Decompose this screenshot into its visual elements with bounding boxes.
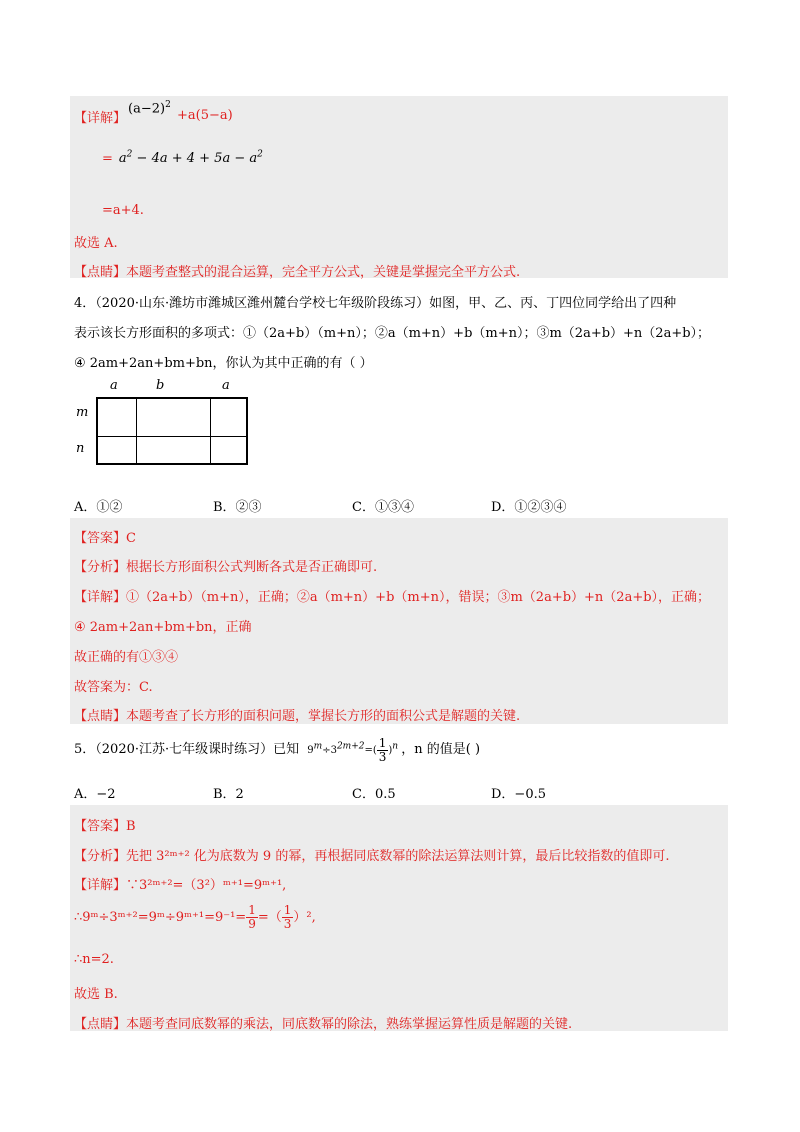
- q4-comment: 【点睛】本题考查了长方形的面积问题，掌握长方形的面积公式是解题的关键.: [74, 709, 521, 724]
- q3-comment-text: 本题考查整式的混合运算，完全平方公式，关键是掌握完全平方公式.: [126, 265, 521, 280]
- fraction-one-ninth: $\frac{1}{9}$: [248, 903, 256, 931]
- q3-line1-exp: 2: [165, 100, 171, 110]
- figure-label-a2: a: [222, 378, 230, 393]
- q4-option-d: D．①②③④: [491, 500, 567, 515]
- q4-option-a: A．①②: [74, 500, 123, 515]
- q4-stem-line1: 4．（2020·山东·潍坊市潍城区潍州麓台学校七年级阶段练习）如图，甲、乙、丙、丁四位同学给出了四种: [74, 296, 677, 311]
- q5-detail-tag: 【详解】: [74, 878, 127, 893]
- q5-option-b: B．2: [213, 787, 244, 802]
- q5-detail-line4: 故选 B.: [74, 987, 118, 1002]
- q4-option-c: C．①③④: [352, 500, 414, 515]
- q5-stem-prefix: 5．（2020·江苏·七年级课时练习）已知: [74, 742, 300, 757]
- figure-divider-2: [210, 399, 211, 463]
- q5-stem-suffix: ，n 的值是( ): [401, 742, 481, 757]
- q4-answer: 【答案】C: [74, 531, 136, 546]
- q5-option-a: A．−2: [74, 787, 116, 802]
- figure-label-n: n: [76, 441, 85, 456]
- q4-analysis: 【分析】根据长方形面积公式判断各式是否正确即可.: [74, 560, 378, 575]
- figure-label-m: m: [76, 405, 89, 420]
- q4-option-b: B．②③: [213, 500, 262, 515]
- q5-formula: 9m÷32m+2=( $\frac{1}{3}$ )n: [307, 736, 399, 764]
- q3-detail-line1: [128, 100, 171, 116]
- q4-detail-line3: 故正确的有①③④: [74, 650, 179, 665]
- q4-detail-line4: 故答案为：C.: [74, 680, 153, 695]
- q3-line1-expr: (a−2): [128, 101, 166, 117]
- figure-label-b: b: [156, 378, 165, 393]
- q5-detail-line2: ∴9ᵐ÷3ᵐ⁺²=9ᵐ÷9ᵐ⁺¹=9⁻¹= $\frac{1}{9}$ =（ $\frac{1}{3}$ ）²,: [74, 903, 316, 931]
- q5-comment: 【点睛】本题考查同底数幂的乘法，同底数幂的除法，熟练掌握运算性质是解题的关键.: [74, 1017, 573, 1032]
- q3-line1-rest: +a(5−a): [177, 108, 233, 123]
- q5-option-c: C．0.5: [352, 787, 396, 802]
- q3-comment: [74, 261, 520, 280]
- q5-option-d: D．−0.5: [491, 787, 546, 802]
- q3-choose: 故选 A.: [74, 236, 118, 251]
- q4-stem-line2: 表示该长方形面积的多项式：①（2a+b）（m+n）；②a（m+n）+b（m+n）；③m（2a+b）+n（2a+b）；: [74, 326, 711, 341]
- q4-detail-line2: ④ 2am+2an+bm+bn，正确: [74, 620, 252, 635]
- figure-label-a1: a: [110, 378, 118, 393]
- q3-detail-line2: = $a^2 - 4a + 4 + 5a - a^2$: [102, 150, 263, 167]
- q3-detail-tag: 【详解】: [74, 111, 127, 126]
- fraction-one-third: $\frac{1}{3}$: [283, 903, 292, 931]
- q4-detail-line1: 【详解】①（2a+b）（m+n），正确；②a（m+n）+b（m+n），错误；③m（2a+b）+n（2a+b），正确；: [74, 590, 711, 605]
- q5-detail-line3: ∴n=2.: [74, 952, 114, 967]
- q3-detail-line3: =a+4.: [102, 203, 144, 218]
- q5-detail-line1-text: ∵3²ᵐ⁺²=（3²）ᵐ⁺¹=9ᵐ⁺¹,: [126, 878, 287, 893]
- q3-comment-tag: 【点睛】: [74, 265, 127, 280]
- q5-analysis: 【分析】先把 3²ᵐ⁺² 化为底数为 9 的幂，再根据同底数幂的除法运算法则计算，最后比较指数的值即可.: [74, 849, 670, 864]
- q3-solution-band: [70, 96, 728, 278]
- q4-stem-line3: ④ 2am+2an+bm+bn，你认为其中正确的有（ ）: [74, 356, 373, 371]
- figure-divider-h: [98, 436, 246, 437]
- q5-detail-line1: [74, 874, 286, 893]
- q5-answer: 【答案】B: [74, 819, 136, 834]
- q5-stem: [74, 737, 480, 764]
- rectangle-figure: [96, 397, 248, 465]
- figure-divider-1: [136, 399, 137, 463]
